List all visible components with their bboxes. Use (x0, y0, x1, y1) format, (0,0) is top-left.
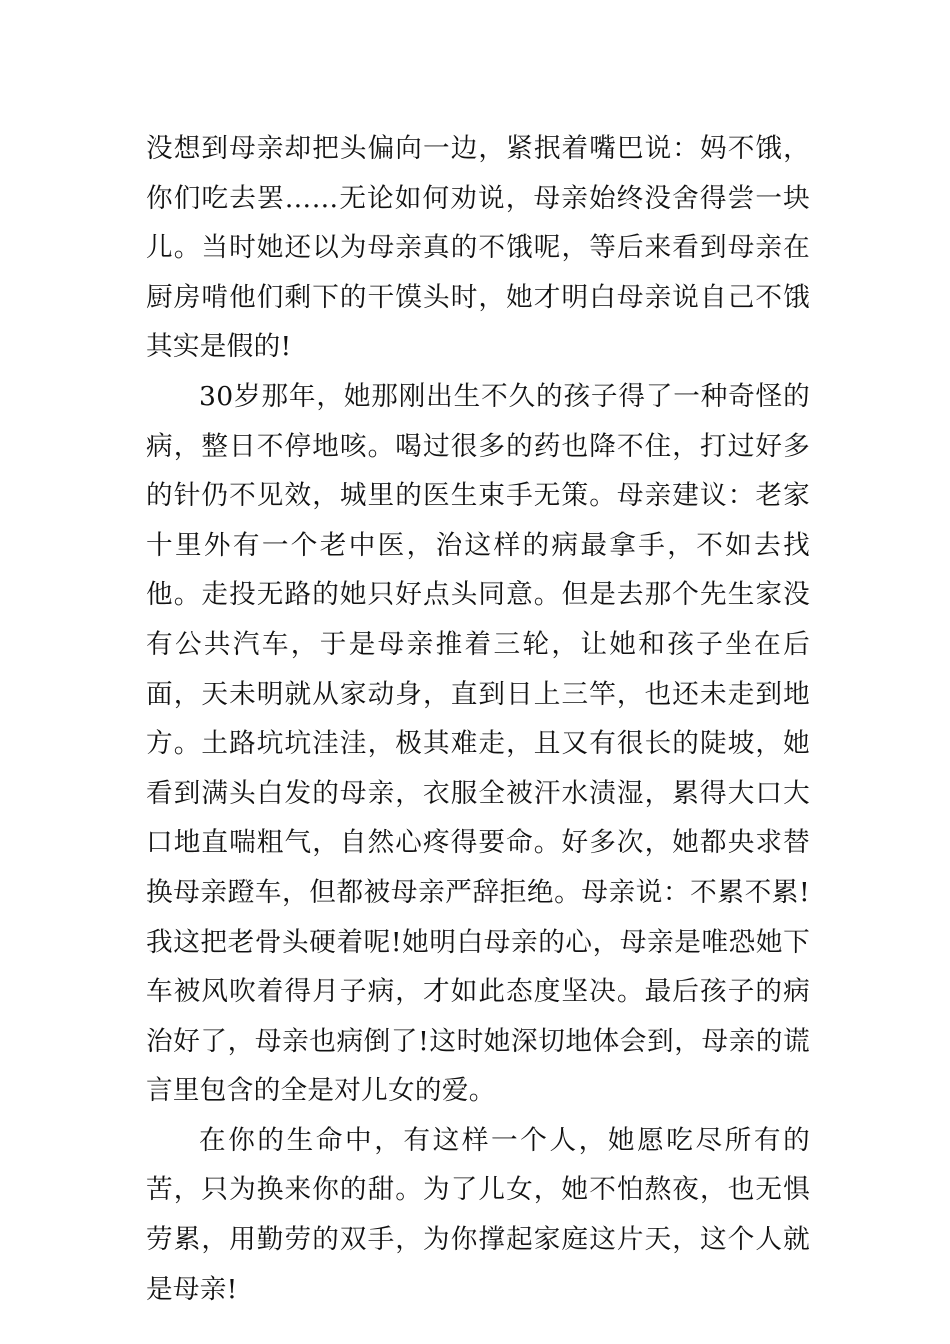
paragraph-conclusion: 在你的生命中，有这样一个人，她愿吃尽所有的苦，只为换来你的甜。为了儿女，她不怕熬夜，也无惧劳累，用勤劳的双手，为你撑起家庭这片天，这个人就是母亲! (146, 1124, 810, 1305)
paragraph-sick-child-story: 30岁那年，她那刚出生不久的孩子得了一种奇怪的病，整日不停地咳。喝过很多的药也降不住，打过好多的针仍不见效，城里的医生束手无策。母亲建议：老家十里外有一个老中医，治这样的病最拿手，不如去找他。走投无路的她只好点头同意。但是去那个先生家没有公共汽车，于是母亲推着三轮，让她和孩子坐在后面，天未明就从家动身，直到日上三竿，也还未走到地方。土路坑坑洼洼，极其难走，且又有很长的陡坡，她看到满头白发的母亲，衣服全被汗水渍湿，累得大口大口地直喘粗气，自然心疼得要命。好多次，她都央求替换母亲蹬车，但都被母亲严辞拒绝。母亲说：不累不累!我这把老骨头硬着呢!她明白母亲的心，母亲是唯恐她下车被风吹着得月子病，才如此态度坚决。最后孩子的病治好了，母亲也病倒了!这时她深切地体会到，母亲的谎言里包含的全是对儿女的爱。 (146, 380, 810, 1107)
document-body (146, 124, 810, 1314)
paragraph-continuation: 没想到母亲却把头偏向一边，紧抿着嘴巴说：妈不饿，你们吃去罢……无论如何劝说，母亲始终没舍得尝一块儿。当时她还以为母亲真的不饿呢，等后来看到母亲在厨房啃他们剩下的干馍头时，她才明白母亲说自己不饿其实是假的! (146, 133, 810, 363)
